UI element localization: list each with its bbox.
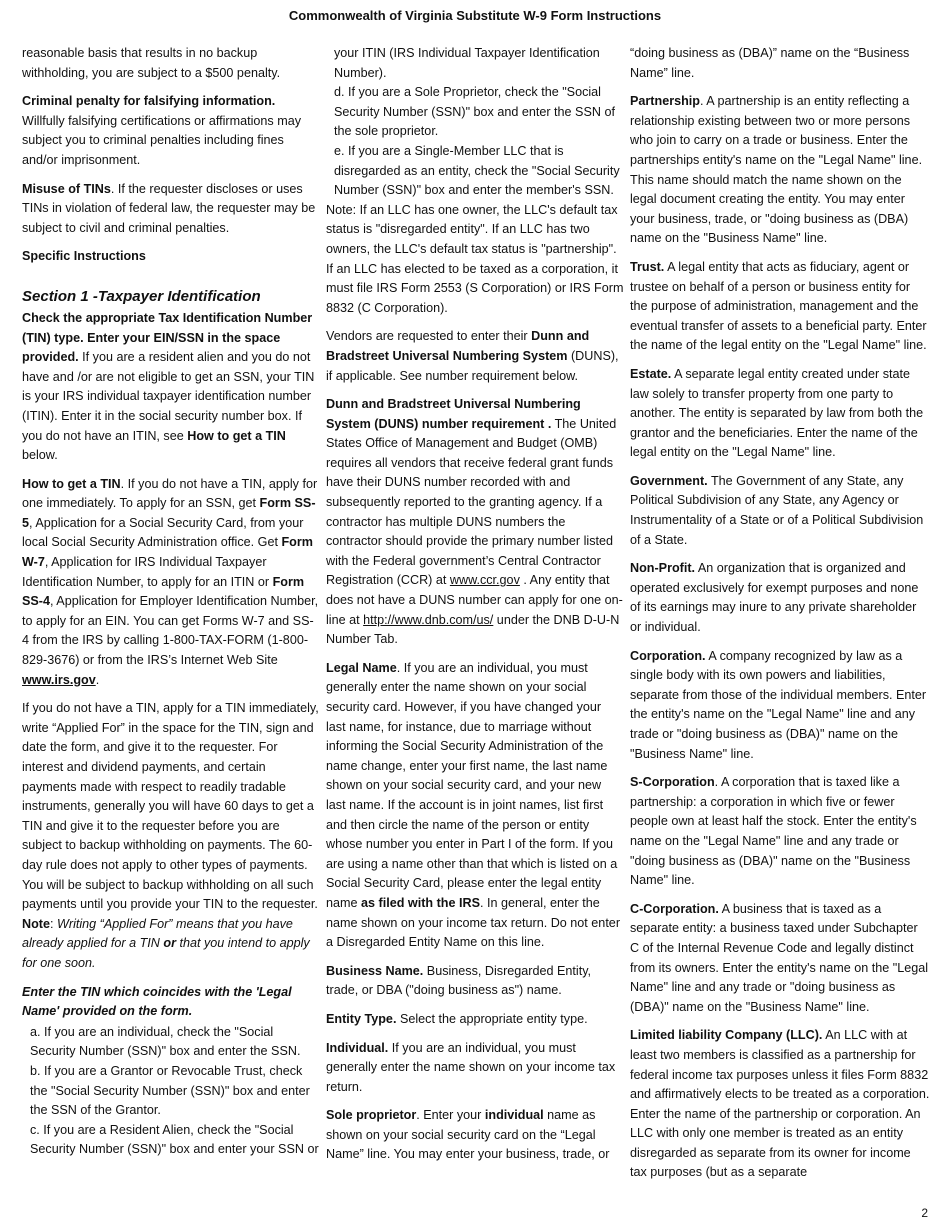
paragraph-how-to-get-tin: How to get a TIN. If you do not have a TIN, apply for one immediately. To apply for an SSN, get Form SS-5, Application for a Social Security Card, from your local Social Security Administration office. Get Form W-7, Application for IRS Individual Taxpayer Identification Number, to apply for an ITIN or Form SS-4, Application for Employer Identification Number, to apply for an EIN. You can get Forms W-7 and SS-4 from the IRS by calling 1-800-TAX-FORM (1-800-829-3676) or from the IRS’s Internet Web Site www.irs.gov. — [22, 476, 319, 687]
paragraph-vendors: Vendors are requested to enter their Dunn and Bradstreet Universal Numbering System (DUNS), if applicable. See number requirement below. — [326, 329, 619, 383]
paragraph-legal-name: Legal Name. If you are an individual, you must generally enter the name shown on your social security card. However, if you have changed your last name, for instance, due to marriage without informing the Social Security Administration of the name change, enter your first name, the last name shown on your social security card, and your new last name. If the account is in joint names, list first and then circle the name of the person or entity whose number you enter in Part I of the form. If you are using a name other than that which is listed on a Social Security Card, please enter the legal entity name as filed with the IRS. In general, enter the name shown on your income tax return. Do not enter a Disregarded Entity Name on this line. — [326, 660, 621, 950]
paragraph-business-name: Business Name. Business, Disregarded Entity, trade, or DBA ("doing business as") name. — [326, 963, 592, 998]
paragraph-c-corporation: C-Corporation. A business that is taxed as a separate entity: a business taxed under Subchapter C of the Internal Revenue Code and legally distinct from its owners. Enter the entity's name on the "Legal Name" line and any trade or "doing business as (DBA)" name on the "Business Name" line. — [630, 901, 929, 1014]
paragraph-entity-type: Entity Type. Select the appropriate entity type. — [326, 1011, 588, 1026]
paragraph-partnership: Partnership. A partnership is an entity reflecting a relationship existing between two or more persons who join to carry on a trade or business. Enter the partnerships entity's name on the "Legal Name" line. This name should match the name shown on the legal document creating the entity. You may enter your business, trade, or "doing business as (DBA) name on the "Business Name" line. — [630, 94, 923, 246]
list-item-e: e. If you are a Single-Member LLC that is disregarded as an entity, check the "Social Security Number (SSN)" box and enter the member's SSN. — [334, 143, 620, 198]
paragraph-non-profit: Non-Profit. An organization that is organized and operated exclusively for exempt purposes and none of its earnings may inure to any private shareholder or individual. — [630, 561, 919, 635]
paragraph: reasonable basis that results in no backup withholding, you are subject to a $500 penalty. — [22, 46, 281, 80]
paragraph-sole-continued: “doing business as (DBA)” name on the “Business Name” line. — [630, 46, 910, 80]
paragraph-misuse-tins: Misuse of TINs. If the requester discloses or uses TINs in violation of federal law, the requester may be subject to civil and criminal penalties. — [22, 181, 316, 235]
paragraph-individual: Individual. If you are an individual, you must generally enter the name shown on your income tax return. — [326, 1040, 616, 1094]
paragraph-sole-proprietor: Sole proprietor. Enter your individual name as shown on your social security card on the “Legal Name” line. You may enter your business, trade, or — [326, 1108, 610, 1162]
enter-tin-heading: Enter the TIN which coincides with the 'Legal Name' provided on the form. — [22, 984, 292, 1019]
column-3 — [630, 44, 930, 1192]
paragraph-trust: Trust. A legal entity that acts as fiduciary, agent or trustee on behalf of a person or business entity for the purpose of administration, management and the eventual transfer of assets to a beneficial party. Enter the name of the legal entity on the "Legal Name" line. — [630, 259, 927, 353]
page-number: 2 — [921, 1206, 928, 1220]
list-item-c: c. If you are a Resident Alien, check the "Social Security Number (SSN)" box and enter your SSN or — [30, 1122, 319, 1157]
list-item-c-continued: your ITIN (IRS Individual Taxpayer Identification Number). — [334, 46, 600, 80]
paragraph-corporation: Corporation. A company recognized by law as a single body with its own powers and liabilities, separate from those of the individual members. Enter the entity's name on the "Legal Name" line and any trade or "doing business as (DBA)" name on the "Business Name" line. — [630, 648, 927, 761]
list-item-d: d. If you are a Sole Proprietor, check the "Social Security Number (SSN)" box and enter the SSN of the sole proprietor. — [334, 85, 615, 139]
paragraph-criminal-penalty: Criminal penalty for falsifying information. Willfully falsifying certifications or affirmations may subject you to criminal penalties including fines and/or imprisonment. — [22, 94, 302, 167]
paragraph-check-tin: Check the appropriate Tax Identification Number (TIN) type. Enter your EIN/SSN in the space provided. If you are a resident alien and you do not have and /or are not eligible to get an SSN, your TIN is your IRS individual taxpayer identification number (ITIN). Enter it in the social security number box. If you do not have an ITIN, see How to get a TIN below. — [22, 310, 315, 463]
paragraph-applied-for: If you do not have a TIN, apply for a TIN immediately, write “Applied For” in the space for the TIN, sign and date the form, and give it to the requester. For interest and dividend payments, and certain payments made with respect to readily tradable instruments, generally you will have 60 days to get a TIN and give it to the requester before you are subject to backup withholding on payments. The 60-day rule does not apply to other types of payments. You will be subject to backup withholding on all such payments until you provide your TIN to the requester. Note: Writing “Applied For” means that you have already applied for a TIN or that you intend to apply for one soon. — [22, 701, 319, 970]
llc-note: Note: If an LLC has one owner, the LLC's default tax status is "disregarded entity". If an LLC has two owners, the LLC's default tax status is "partnership". If an LLC has elected to be taxed as a corporation, it must file IRS Form 2553 (S Corporation) or IRS Form 8832 (C Corporation). — [326, 202, 624, 315]
paragraph-s-corporation: S-Corporation. A corporation that is taxed like a partnership: a corporation in which five or fewer people own at least half the stock. Enter the entity's name on the "Legal Name" line and any trade or "doing business as (DBA)" name on the "Business Name" line. — [630, 775, 917, 888]
section-1-heading: Section 1 -Taxpayer Identification — [22, 287, 261, 305]
dnb-link[interactable]: http://www.dnb.com/us/ — [363, 612, 494, 627]
paragraph-government: Government. The Government of any State, any Political Subdivision of any State, any Agency or Instrumentality of a State or of a Political Subdivision of a State. — [630, 473, 924, 547]
paragraph-duns: Dunn and Bradstreet Universal Numbering System (DUNS) number requirement . The United States Office of Management and Budget (OMB) requires all vendors that receive federal grant funds have their DUNS number recorded with and subsequently reported to the granting agency. If a contractor has multiple DUNS numbers the contractor should provide the primary number listed with the Federal government’s Central Contractor Registration (CCR) at www.ccr.gov . Any entity that does not have a DUNS number can apply for one on-line at http://www.dnb.com/us/ under the DNB D-U-N Number Tab. — [326, 397, 623, 647]
column-2 — [326, 44, 624, 1174]
irs-link[interactable]: www.irs.gov — [22, 672, 96, 687]
specific-instructions-heading: Specific Instructions — [22, 249, 146, 264]
list-item-b: b. If you are a Grantor or Revocable Trust, check the "Social Security Number (SSN)" box and enter the SSN of the Grantor. — [30, 1063, 310, 1118]
column-1 — [22, 44, 320, 1160]
paragraph-llc: Limited liability Company (LLC). An LLC with at least two members is classified as a partnership for federal income tax purposes unless it files Form 8832 and affirmatively elects to be treated as a corporation. Enter the name of the partnership or corporation. An LLC with only one member is treated as an entity disregarded as separate from its owner for income tax purposes (but as a separate — [630, 1028, 930, 1180]
page-title: Commonwealth of Virginia Substitute W-9 Form Instructions — [288, 8, 662, 23]
list-item-a: a. If you are an individual, check the "Social Security Number (SSN)" box and enter the SSN. — [30, 1024, 301, 1059]
paragraph-estate: Estate. A separate legal entity created under state law solely to transfer property from one party to another. The entity is separated by law from both the grantor and the beneficiaries. Enter the name of the legal entity on the "Legal Name" line. — [630, 366, 924, 460]
ccr-link[interactable]: www.ccr.gov — [449, 573, 520, 588]
